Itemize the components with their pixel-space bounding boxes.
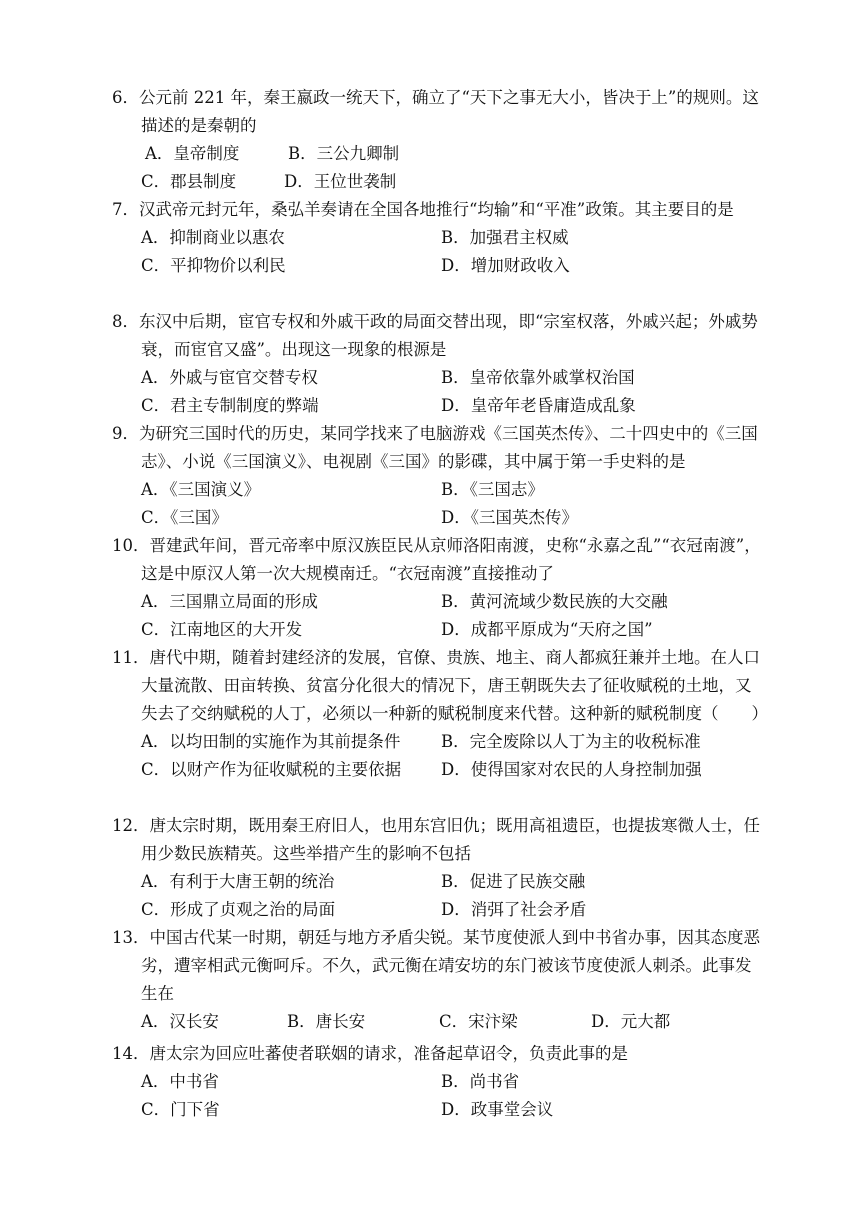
option-c: C．郡县制度	[141, 172, 237, 191]
option-b: B．三公九卿制	[288, 144, 400, 163]
question-stem: 12．唐太宗时期，既用秦王府旧人，也用东宫旧仇；既用高祖遗臣，也提拔寒微人士，任用少数民族精英。这些举措产生的影响不包括	[112, 816, 760, 863]
option-d: D．增加财政收入	[441, 256, 570, 275]
option-d: D．元大都	[591, 1012, 671, 1031]
question-12	[112, 812, 762, 924]
option-d: D．成都平原成为“天府之国”	[441, 620, 653, 639]
question-7	[112, 196, 762, 280]
question-stem: 6．公元前 221 年，秦王嬴政一统天下，确立了“天下之事无大小，皆决于上”的规则。这描述的是秦朝的	[112, 88, 759, 135]
option-b: B．《三国志》	[441, 480, 544, 499]
option-c: C．以财产作为征收赋税的主要依据	[141, 760, 402, 779]
option-c: C．江南地区的大开发	[141, 620, 303, 639]
question-13	[112, 924, 762, 1036]
option-d: D．消弭了社会矛盾	[441, 900, 587, 919]
options	[112, 1008, 762, 1036]
question-10	[112, 532, 762, 644]
question-stem: 8．东汉中后期，宦官专权和外戚干政的局面交替出现，即“宗室权落，外戚兴起；外戚势衰，而宦官又盛”。出现这一现象的根源是	[112, 312, 758, 359]
options	[112, 1068, 762, 1124]
option-a: A．汉长安	[141, 1012, 219, 1031]
option-b: B．尚书省	[441, 1072, 520, 1091]
option-c: C．门下省	[141, 1100, 220, 1119]
option-c: C．《三国》	[141, 508, 228, 527]
option-d: D．使得国家对农民的人身控制加强	[441, 760, 702, 779]
question-11	[112, 644, 768, 784]
option-d: D．政事堂会议	[441, 1100, 554, 1119]
option-d: D．《三国英杰传》	[441, 508, 578, 527]
options	[112, 728, 762, 784]
options	[112, 140, 762, 196]
option-a: A．以均田制的实施作为其前提条件	[141, 732, 401, 751]
option-a: A．中书省	[141, 1072, 219, 1091]
option-b: B．完全废除以人丁为主的收税标准	[441, 732, 701, 751]
question-6	[112, 84, 762, 196]
question-stem: 11．唐代中期，随着封建经济的发展，官僚、贵族、地主、商人都疯狂兼并土地。在人口大量流散、田亩转换、贫富分化很大的情况下，唐王朝既失去了征收赋税的土地，又失去了交纳赋税的人丁，必须以一种新的赋税制度来代替。这种新的赋税制度（ ）	[112, 648, 768, 723]
question-stem: 14．唐太宗为回应吐蕃使者联姻的请求，准备起草诏令，负责此事的是	[112, 1044, 628, 1063]
option-b: B．皇帝依靠外戚掌权治国	[441, 368, 635, 387]
options	[112, 224, 762, 280]
option-a: A．皇帝制度	[145, 144, 240, 163]
option-a: A．有利于大唐王朝的统治	[141, 872, 335, 891]
question-9	[112, 420, 762, 532]
question-14	[112, 1040, 762, 1124]
option-b: B．促进了民族交融	[441, 872, 586, 891]
option-a: A．三国鼎立局面的形成	[141, 592, 318, 611]
question-8	[112, 308, 762, 420]
question-stem: 10．晋建武年间，晋元帝率中原汉族臣民从京师洛阳南渡，史称“永嘉之乱”“衣冠南渡”，这是中原汉人第一次大规模南迁。“衣冠南渡”直接推动了	[112, 536, 761, 583]
option-a: A．《三国演义》	[141, 480, 261, 499]
question-stem: 13．中国古代某一时期，朝廷与地方矛盾尖锐。某节度使派人到中书省办事，因其态度恶劣，遭宰相武元衡呵斥。不久，武元衡在靖安坊的东门被该节度使派人刺杀。此事发生在	[112, 928, 760, 1003]
options	[112, 364, 762, 420]
option-c: C．君主专制制度的弊端	[141, 396, 319, 415]
options	[112, 476, 762, 532]
option-d: D．王位世袭制	[284, 172, 397, 191]
option-c: C．平抑物价以利民	[141, 256, 286, 275]
options	[112, 868, 762, 924]
option-c: C．宋汴梁	[439, 1012, 518, 1031]
question-stem: 9．为研究三国时代的历史，某同学找来了电脑游戏《三国英杰传》、二十四史中的《三国志》、小说《三国演义》、电视剧《三国》的影碟，其中属于第一手史料的是	[112, 424, 758, 471]
question-stem: 7．汉武帝元封元年，桑弘羊奏请在全国各地推行“均输”和“平准”政策。其主要目的是	[112, 200, 734, 219]
option-d: D．皇帝年老昏庸造成乱象	[441, 396, 636, 415]
option-a: A．外戚与宦官交替专权	[141, 368, 318, 387]
option-b: B．加强君主权威	[441, 228, 569, 247]
options	[112, 588, 762, 644]
option-b: B．唐长安	[287, 1012, 366, 1031]
option-c: C．形成了贞观之治的局面	[141, 900, 336, 919]
option-a: A．抑制商业以惠农	[141, 228, 285, 247]
option-b: B．黄河流域少数民族的大交融	[441, 592, 668, 611]
